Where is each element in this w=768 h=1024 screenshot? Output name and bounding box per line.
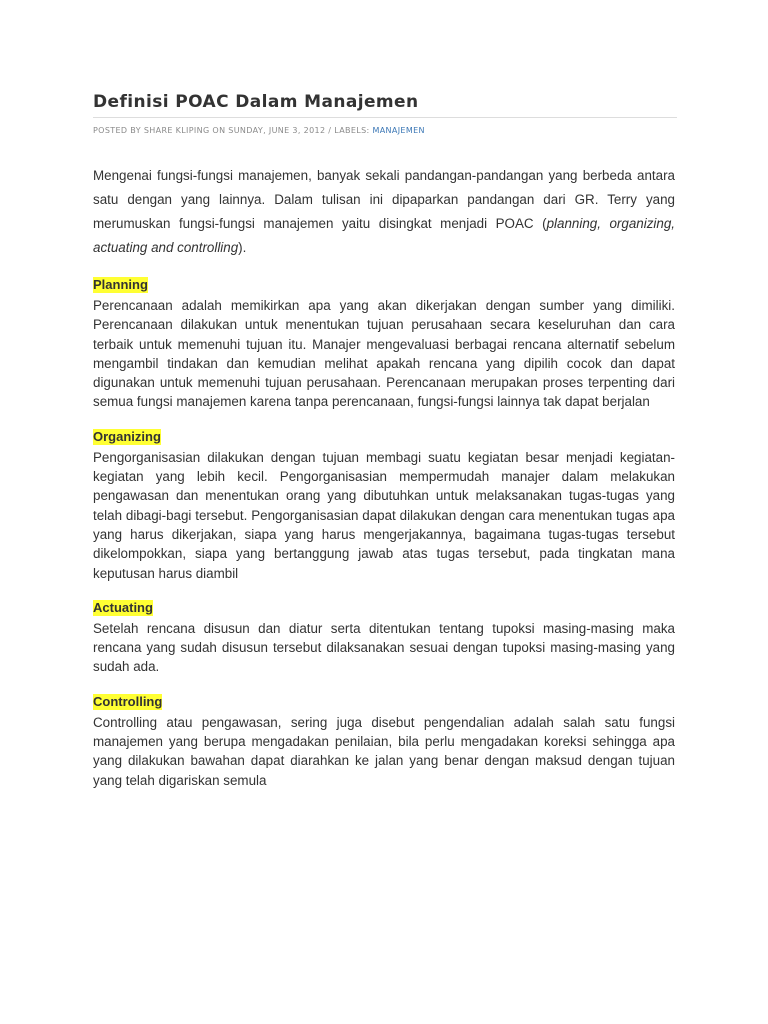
title-divider xyxy=(93,117,677,118)
section-heading-organizing: Organizing xyxy=(93,428,161,444)
section-body-organizing: Pengorganisasian dilakukan dengan tujuan membagi suatu kegiatan besar menjadi kegiatan-kegiatan yang lebih kecil. Pengorganisasian mempermudah manajer dalam melakukan pengawasan dan menentukan orang yang dibutuhkan untuk melaksanakan tugas-tugas yang telah dibagi-bagi tersebut. Pengorganisasian dapat dilakukan dengan cara menentukan tugas apa yang harus dikerjakan, siapa yang harus mengerjakannya, bagaimana tugas-tugas tersebut dikelompokkan, siapa yang bertanggung jawab atas tugas tersebut, pada tingkatan mana keputusan harus diambil xyxy=(93,449,675,581)
section-actuating xyxy=(93,599,675,677)
section-heading-planning: Planning xyxy=(93,277,148,292)
intro-text-after: ). xyxy=(238,240,247,255)
section-heading-actuating: Actuating xyxy=(93,599,153,615)
intro-emphasis: planning, organizing, actuating and controlling xyxy=(93,216,675,255)
article xyxy=(93,90,675,790)
post-meta-text: POSTED BY SHARE KLIPING ON SUNDAY, JUNE 3, 2012 / LABELS: xyxy=(93,126,370,135)
section-heading-controlling: Controlling xyxy=(93,693,163,709)
label-link-manajemen[interactable]: MANAJEMEN xyxy=(372,126,425,135)
section-controlling xyxy=(93,693,675,790)
intro-text-before: Mengenai fungsi-fungsi manajemen, banyak sekali pandangan-pandangan yang berbeda antara satu dengan yang lainnya. Dalam tulisan ini dipaparkan pandangan dari GR. Terry yang merumuskan fungsi-fungsi manajemen yaitu disingkat menjadi POAC ( xyxy=(93,168,675,231)
post-meta xyxy=(93,125,675,137)
post-title: Definisi POAC Dalam Manajemen xyxy=(93,92,419,112)
section-body-actuating: Setelah rencana disusun dan diatur serta ditentukan tentang tupoksi masing-masing maka rencana yang sudah disusun tersebut dilaksanakan sesuai dengan tupoksi masing-masing yang sudah ada. xyxy=(93,620,675,675)
section-body-controlling: Controlling atau pengawasan, sering juga disebut pengendalian adalah salah satu fungsi manajemen yang berupa mengadakan penilaian, bila perlu mengadakan koreksi sehingga apa yang dilakukan bawahan dapat diarahkan ke jalan yang benar dengan maksud dengan tujuan yang telah digariskan semula xyxy=(93,714,675,788)
section-body-planning: Perencanaan adalah memikirkan apa yang akan dikerjakan dengan sumber yang dimiliki. Perencanaan dilakukan untuk menentukan tujuan perusahaan secara keseluruhan dan cara terbaik untuk memenuhi tujuan itu. Manajer mengevaluasi berbagai rencana alternatif sebelum mengambil tindakan dan kemudian melihat apakah rencana yang dipilih cocok dan dapat digunakan untuk memenuhi tujuan perusahaan. Perencanaan merupakan proses terpenting dari semua fungsi manajemen karena tanpa perencanaan, fungsi-fungsi lainnya tak dapat berjalan xyxy=(93,298,675,410)
section-organizing xyxy=(93,428,675,583)
intro-paragraph xyxy=(93,164,675,260)
section-planning xyxy=(93,276,675,412)
